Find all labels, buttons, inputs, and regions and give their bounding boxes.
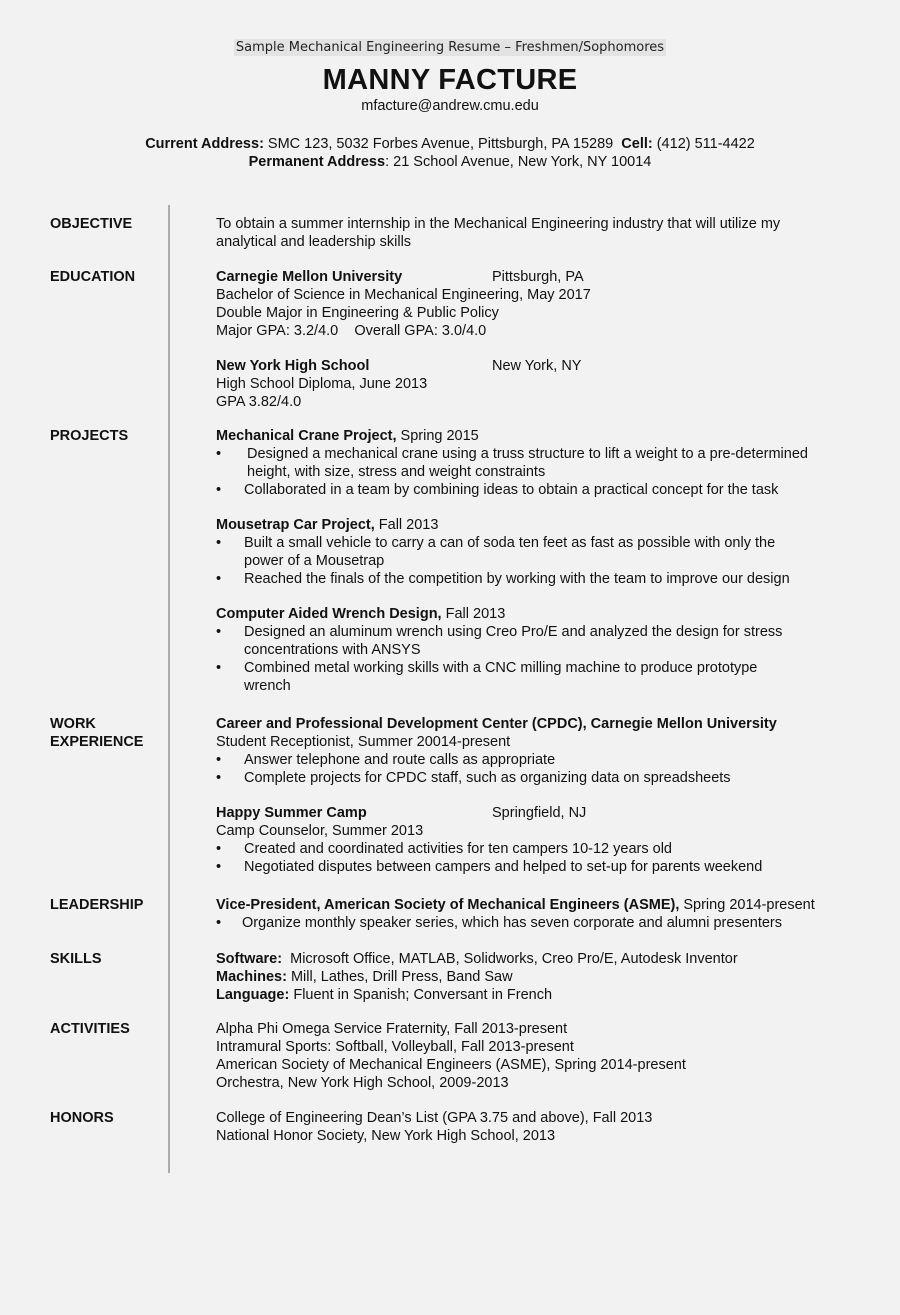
job-heading: Career and Professional Development Center (CPDC), Carnegie Mellon University	[216, 716, 777, 732]
honor-item: National Honor Society, New York High School, 2013	[216, 1128, 556, 1144]
objective-content	[216, 215, 866, 251]
skills-software: Software: Microsoft Office, MATLAB, Solidworks, Creo Pro/E, Autodesk Inventor	[216, 951, 738, 967]
current-address-line: Current Address: SMC 123, 5032 Forbes Avenue, Pittsburgh, PA 15289 Cell: (412) 511-4422	[145, 136, 755, 152]
education-line: High School Diploma, June 2013	[216, 376, 428, 392]
activity-item: Alpha Phi Omega Service Fraternity, Fall 2013-present	[216, 1021, 568, 1037]
skills-language: Language: Fluent in Spanish; Conversant in French	[216, 987, 553, 1003]
bullet-item: • Answer telephone and route calls as appropriate	[216, 752, 556, 768]
education-line: Major GPA: 3.2/4.0 Overall GPA: 3.0/4.0	[216, 323, 487, 339]
school-heading: New York High School New York, NY	[216, 358, 582, 374]
bullet-item: • Negotiated disputes between campers and helped to set-up for parents weekend	[216, 859, 763, 875]
section-label-skills: SKILLS	[50, 951, 102, 967]
leadership-heading: Vice-President, American Society of Mechanical Engineers (ASME), Spring 2014-present	[216, 897, 815, 913]
job-role: Student Receptionist, Summer 20014-present	[216, 734, 511, 750]
section-label-leadership: LEADERSHIP	[50, 897, 144, 913]
project-heading: Computer Aided Wrench Design, Fall 2013	[216, 606, 506, 622]
education-content	[216, 268, 866, 411]
bullet-item: • Collaborated in a team by combining ideas to obtain a practical concept for the task	[216, 482, 779, 498]
education-line: Double Major in Engineering & Public Policy	[216, 305, 499, 321]
school-heading: Carnegie Mellon University Pittsburgh, PA	[216, 269, 584, 285]
skills-content	[216, 950, 866, 1004]
bullet-item: • Built a small vehicle to carry a can of soda ten feet as fast as possible with only the power of a Mousetrap	[216, 535, 776, 569]
activity-item: Orchestra, New York High School, 2009-2013	[216, 1075, 509, 1091]
bullet-item: • Organize monthly speaker series, which has seven corporate and alumni presenters	[216, 915, 782, 931]
email-address: mfacture@andrew.cmu.edu	[361, 98, 539, 114]
project-heading: Mousetrap Car Project, Fall 2013	[216, 517, 439, 533]
bullet-item: • Designed an aluminum wrench using Creo Pro/E and analyzed the design for stress concentrations with ANSYS	[216, 624, 783, 658]
objective-line: To obtain a summer internship in the Mechanical Engineering industry that will utilize my	[216, 216, 781, 232]
section-label-work-experience: WORK EXPERIENCE	[50, 716, 144, 750]
objective-line: analytical and leadership skills	[216, 234, 412, 250]
activity-item: American Society of Mechanical Engineers (ASME), Spring 2014-present	[216, 1057, 686, 1073]
education-line: GPA 3.82/4.0	[216, 394, 302, 410]
honors-content	[216, 1109, 866, 1145]
section-label-honors: HONORS	[50, 1110, 114, 1126]
education-line: Bachelor of Science in Mechanical Engineering, May 2017	[216, 287, 591, 303]
section-divider	[168, 205, 170, 1173]
work-content	[216, 715, 866, 876]
job-role: Camp Counselor, Summer 2013	[216, 823, 424, 839]
bullet-item: • Reached the finals of the competition by working with the team to improve our design	[216, 571, 790, 587]
honor-item: College of Engineering Dean’s List (GPA 3.75 and above), Fall 2013	[216, 1110, 653, 1126]
section-label-activities: ACTIVITIES	[50, 1021, 130, 1037]
bullet-item: • Designed a mechanical crane using a truss structure to lift a weight to a pre-determined height, with size, stress and weight constraints	[216, 446, 808, 480]
bullet-item: • Complete projects for CPDC staff, such as organizing data on spreadsheets	[216, 770, 731, 786]
bullet-item: • Created and coordinated activities for ten campers 10-12 years old	[216, 841, 672, 857]
skills-machines: Machines: Mill, Lathes, Drill Press, Band Saw	[216, 969, 513, 985]
section-label-objective: OBJECTIVE	[50, 216, 133, 232]
document-banner: Sample Mechanical Engineering Resume – Freshmen/Sophomores	[235, 40, 665, 55]
job-heading: Happy Summer Camp Springfield, NJ	[216, 805, 587, 821]
activity-item: Intramural Sports: Softball, Volleyball, Fall 2013-present	[216, 1039, 574, 1055]
candidate-name: MANNY FACTURE	[322, 64, 578, 96]
bullet-item: • Combined metal working skills with a CNC milling machine to produce prototype wrench	[216, 660, 758, 694]
project-heading: Mechanical Crane Project, Spring 2015	[216, 428, 479, 444]
permanent-address-line: Permanent Address: 21 School Avenue, New York, NY 10014	[248, 154, 652, 170]
section-label-projects: PROJECTS	[50, 428, 129, 444]
activities-content	[216, 1020, 866, 1092]
projects-content	[216, 427, 866, 695]
section-label-education: EDUCATION	[50, 269, 136, 285]
leadership-content	[216, 896, 866, 932]
